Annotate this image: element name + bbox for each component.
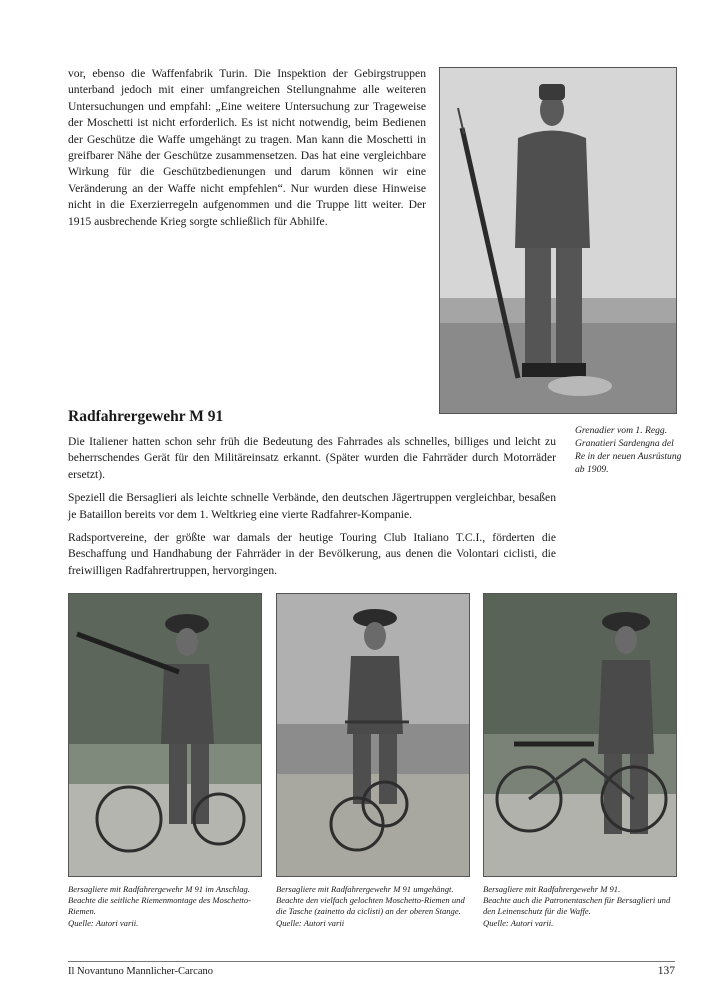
caption-line: Beachte die seitliche Riemenmontage des Moschetto-Riemen. <box>68 895 252 917</box>
paragraph: Speziell die Bersaglieri als leichte schnelle Verbände, den deutschen Jägertruppen vergleichbar, besaßen je Bataillon bereits vor dem 1. Weltkrieg eine vierte Radfahrer-Kompanie. <box>68 491 556 521</box>
caption-source: Quelle: Autori varii. <box>68 917 139 928</box>
paragraph: Die Italiener hatten schon sehr früh die Bedeutung des Fahrrades als schnelles, billiges und leicht zu beherrschendes Gerät für den Militäreinsatz erkannt. (Später wurden die Fahrräder durch Motorräder ersetzt). <box>68 435 556 481</box>
caption-line: Bersagliere mit Radfahrergewehr M 91 umgehängt. <box>276 884 454 894</box>
photo-grenadier <box>439 67 677 414</box>
caption-line: Beachte auch die Patronentaschen für Bersaglieri und den Leinenschutz für die Waffe. <box>483 895 671 917</box>
photo-caption <box>68 884 264 929</box>
main-photo-caption: Grenadier vom 1. Regg. Granatieri Sardengna del Re in der neuen Ausrüstung ab 1909. <box>575 425 682 475</box>
intro-paragraph: vor, ebenso die Waffenfabrik Turin. Die Inspektion der Gebirgstruppen unterband jedoch mit einer umfangreichen Stellungnahme alle weiteren Untersuchungen und empfahl: „Eine weitere Untersuchung zur Trageweise der Moschetti ist nicht erforderlich. Es ist nicht notwendig, beim Bedienen der Geschütze die Waffe umgehängt zu tragen. Man kann die Moschetti in greifbarer Nähe der Geschütze zusammensetzen. Das hat eine vergleichbare Wirkung für die Geschützbedienungen und darum können wir eine Veränderung an der Waffe nicht empfehlen“. Nur wurden diese Hinweise nicht in die Exerzierregeln aufgenommen und die Truppe litt weiter. Der 1915 ausbrechende Krieg sorgte schließlich für Abhilfe. <box>68 67 426 228</box>
footer-book-title: Il Novantuno Mannlicher-Carcano <box>68 966 213 977</box>
section-body <box>68 434 556 586</box>
caption-line: Beachte den vielfach gelochten Moschetto-Riemen und die Tasche (zainetto da ciclisti) an der oberen Stange. <box>276 895 465 917</box>
section-heading: Radfahrergewehr M 91 <box>68 408 224 425</box>
photo-bersagliere-aiming <box>68 593 262 877</box>
paragraph: Radsportvereine, der größte war damals der heutige Touring Club Italiano T.C.I., förderten die Beschaffung und Handhabung der Fahrräder in der Bevölkerung, aus denen die Volontari ciclisti, die freiwilligen Radfahrertruppen, hervorgingen. <box>68 531 556 577</box>
footer-divider <box>68 961 675 962</box>
caption-line: Bersagliere mit Radfahrergewehr M 91. <box>483 884 621 894</box>
caption-source: Quelle: Autori varii <box>276 917 345 928</box>
caption-source: Quelle: Autori varii. <box>483 917 554 928</box>
page-number: 137 <box>657 965 675 977</box>
photo-bersagliere-bicycle <box>276 593 470 877</box>
photo-caption <box>483 884 679 929</box>
caption-line: Bersagliere mit Radfahrergewehr M 91 im Anschlag. <box>68 884 250 894</box>
photo-caption <box>276 884 472 929</box>
photo-bersagliere-standing <box>483 593 677 877</box>
